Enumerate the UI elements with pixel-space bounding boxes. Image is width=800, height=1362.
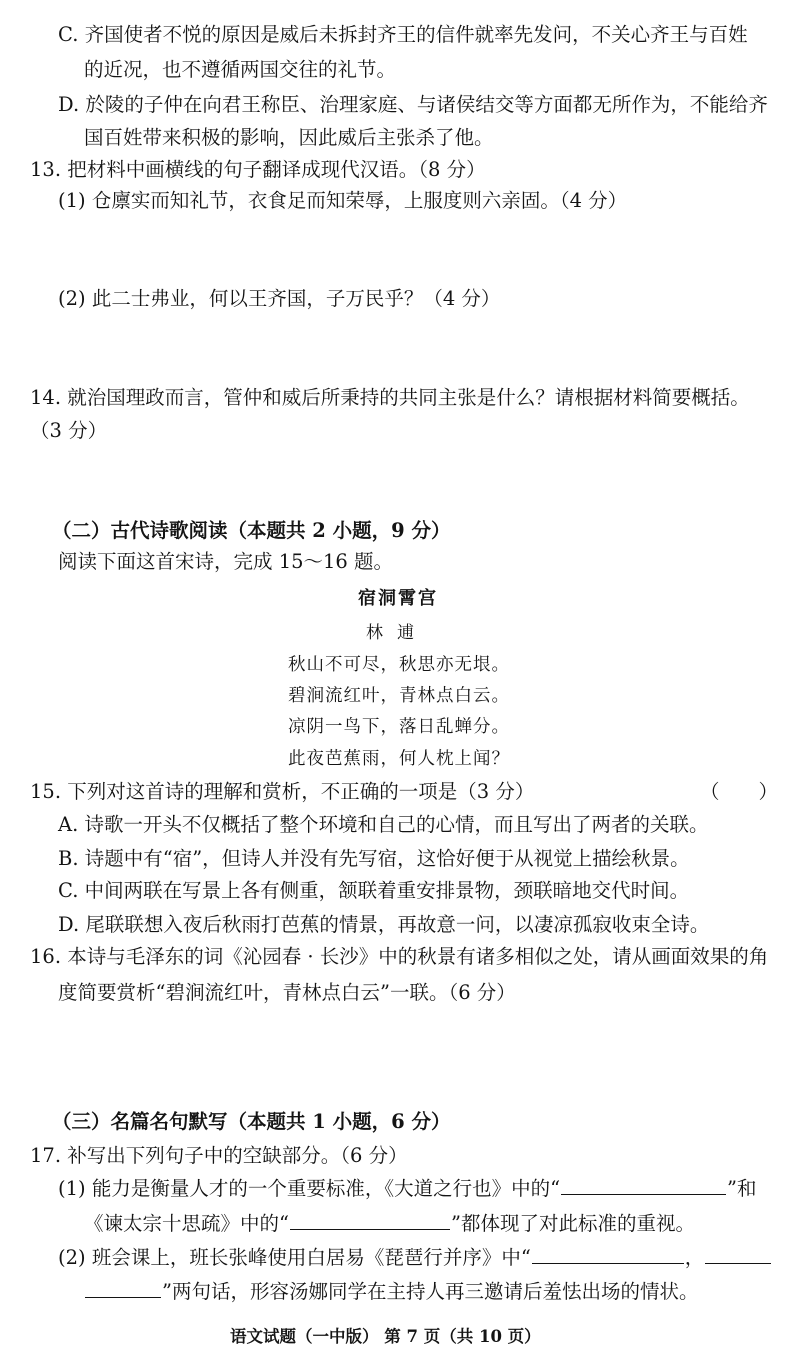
q17-blank-1[interactable]	[561, 1174, 726, 1195]
q12-option-d-line2: 国百姓带来积极的影响，因此威后主张杀了他。	[84, 126, 494, 149]
poem-line-4: 此夜芭蕉雨，何人枕上闻？	[288, 749, 510, 769]
q15-option-c: C. 中间两联在写景上各有侧重，颔联着重安排景物，颈联暗地交代时间。	[58, 879, 690, 902]
q17-part2-line2	[84, 1277, 698, 1307]
q17-blank-5[interactable]	[85, 1277, 161, 1298]
q17-part1-text-d: ”都体现了对此标准的重视。	[450, 1212, 695, 1235]
poem-line-2: 碧涧流红叶，青林点白云。	[288, 686, 510, 706]
q17-part2-text-a: (2) 班会课上，班长张峰使用白居易《琵琶行并序》中“	[58, 1246, 531, 1269]
poem-line-1: 秋山不可尽，秋思亦无垠。	[288, 655, 510, 675]
q17-part1-text-a: (1) 能力是衡量人才的一个重要标准，《大道之行也》中的“	[58, 1177, 561, 1200]
section2-heading: （二）古代诗歌阅读（本题共 2 小题，9 分）	[52, 519, 451, 542]
q12-option-d-line1: D. 於陵的子仲在向君王称臣、治理家庭、与诸侯结交等方面都无所作为，不能给齐	[58, 93, 768, 116]
q13-part2: (2) 此二士弗业，何以王齐国，子万民乎？（4 分）	[58, 287, 501, 310]
poem-title: 宿洞霄宫	[358, 588, 438, 609]
q15-stem: 15. 下列对这首诗的理解和赏析，不正确的一项是（3 分）	[30, 780, 535, 803]
q17-part2-line1	[58, 1243, 772, 1273]
poem-line-3: 凉阴一鸟下，落日乱蝉分。	[288, 717, 510, 737]
q14-line1: 14. 就治国理政而言，管仲和威后所秉持的共同主张是什么？请根据材料简要概括。	[30, 386, 750, 409]
q15-option-d: D. 尾联联想入夜后秋雨打芭蕉的情景，再故意一问，以凄凉孤寂收束全诗。	[58, 913, 710, 936]
page-footer: 语文试题（一中版） 第 7 页（共 10 页）	[230, 1327, 541, 1346]
q17-blank-3[interactable]	[532, 1243, 684, 1264]
q17-part1-text-c: 《谏太宗十思疏》中的“	[84, 1212, 289, 1235]
q17-part2-text-b: ，	[684, 1246, 705, 1269]
q17-part1-line1	[58, 1174, 757, 1204]
q17-part1-text-b: ”和	[727, 1177, 757, 1200]
q12-option-c-line2: 的近况，也不遵循两国交往的礼节。	[84, 58, 397, 81]
q15-answer-bracket: （ ）	[700, 780, 779, 803]
q14-line2: （3 分）	[30, 419, 108, 442]
q17-stem: 17. 补写出下列句子中的空缺部分。（6 分）	[30, 1144, 408, 1167]
q15-option-b: B. 诗题中有“宿”，但诗人并没有先写宿，这恰好便于从视觉上描绘秋景。	[58, 847, 690, 870]
section3-heading: （三）名篇名句默写（本题共 1 小题，6 分）	[52, 1110, 451, 1133]
q17-part1-line2	[84, 1209, 695, 1239]
q17-part2-text-c: ”两句话，形容汤娜同学在主持人再三邀请后羞怯出场的情状。	[162, 1280, 699, 1303]
q13-part1: (1) 仓廪实而知礼节，衣食足而知荣辱，上服度则六亲固。（4 分）	[58, 189, 628, 212]
q15-option-a: A. 诗歌一开头不仅概括了整个环境和自己的心情，而且写出了两者的关联。	[58, 813, 709, 836]
poem-author: 林逋	[366, 623, 428, 643]
q17-blank-2[interactable]	[290, 1209, 450, 1230]
section2-intro: 阅读下面这首宋诗，完成 15～16 题。	[58, 550, 394, 573]
q16-line1: 16. 本诗与毛泽东的词《沁园春 · 长沙》中的秋景有诸多相似之处，请从画面效果的角	[30, 945, 769, 968]
q16-line2: 度简要赏析“碧涧流红叶，青林点白云”一联。（6 分）	[58, 981, 516, 1004]
q13-stem: 13. 把材料中画横线的句子翻译成现代汉语。（8 分）	[30, 158, 486, 181]
q17-blank-4[interactable]	[705, 1243, 771, 1264]
q12-option-c-line1: C. 齐国使者不悦的原因是威后未拆封齐王的信件就率先发问，不关心齐王与百姓	[58, 23, 748, 46]
